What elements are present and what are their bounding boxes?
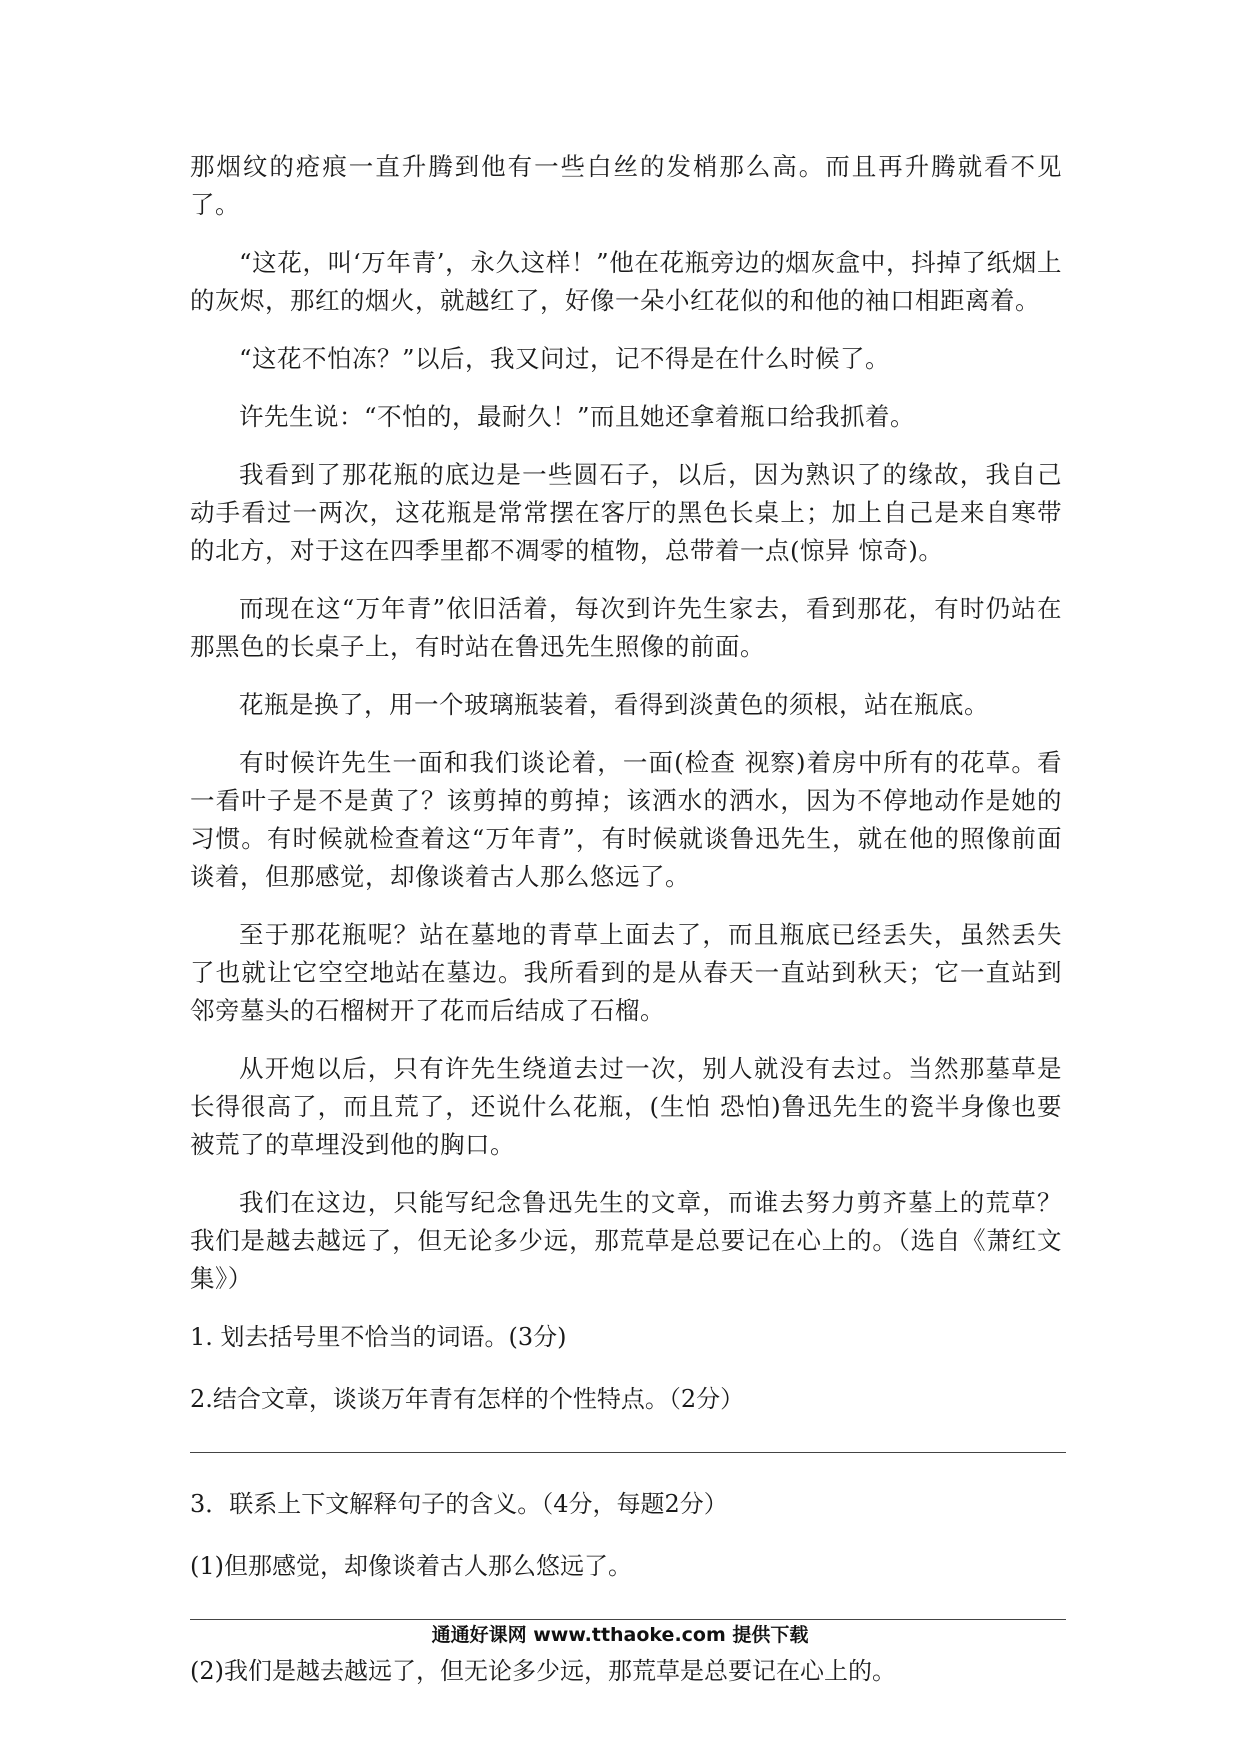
document-body xyxy=(190,148,1062,1714)
paragraph: 而现在这“万年青”依旧活着，每次到许先生家去，看到那花，有时仍站在那黑色的长桌子上，有时站在鲁迅先生照像的前面。 xyxy=(190,594,1062,661)
question-1: 1. 划去括号里不恰当的词语。(3分) xyxy=(190,1323,567,1351)
question-3-1: (1)但那感觉，却像谈着古人那么悠远了。 xyxy=(190,1552,632,1580)
paragraph: 我们在这边，只能写纪念鲁迅先生的文章，而谁去努力剪齐墓上的荒草？我们是越去越远了，但无论多少远，那荒草是总要记在心上的。（选自《萧红文集》） xyxy=(190,1188,1062,1293)
paragraph: “这花不怕冻？”以后，我又问过，记不得是在什么时候了。 xyxy=(239,344,891,373)
paragraph: 许先生说：“不怕的，最耐久！”而且她还拿着瓶口给我抓着。 xyxy=(239,402,916,431)
paragraph: 有时候许先生一面和我们谈论着，一面(检查 视察)着房中所有的花草。看一看叶子是不是黄了？该剪掉的剪掉；该洒水的洒水，因为不停地动作是她的习惯。有时候就检查着这“万年青”，有时候就谈鲁迅先生，就在他的照像前面谈着，但那感觉，却像谈着古人那么悠远了。 xyxy=(190,748,1062,891)
paragraph: 我看到了那花瓶的底边是一些圆石子，以后，因为熟识了的缘故，我自己动手看过一两次，这花瓶是常常摆在客厅的黑色长桌上；加上自己是来自寒带的北方，对于这在四季里都不凋零的植物，总带着一点(惊异 惊奇)。 xyxy=(190,460,1062,565)
footer-watermark: 通通好课网 www.tthaoke.com 提供下载 xyxy=(431,1624,809,1646)
paragraph: 从开炮以后，只有许先生绕道去过一次，别人就没有去过。当然那墓草是长得很高了，而且荒了，还说什么花瓶，(生怕 恐怕)鲁迅先生的瓷半身像也要被荒了的草埋没到他的胸口。 xyxy=(190,1054,1062,1159)
paragraph: 那烟纹的疮痕一直升腾到他有一些白丝的发梢那么高。而且再升腾就看不见了。 xyxy=(190,152,1062,219)
paragraph: “这花，叫‘万年青’，永久这样！”他在花瓶旁边的烟灰盒中，抖掉了纸烟上的灰烬，那红的烟火，就越红了，好像一朵小红花似的和他的袖口相距离着。 xyxy=(190,248,1062,315)
answer-line-q2[interactable] xyxy=(190,1452,1066,1453)
question-3-2: (2)我们是越去越远了，但无论多少远，那荒草是总要记在心上的。 xyxy=(190,1657,896,1685)
question-2: 2.结合文章，谈谈万年青有怎样的个性特点。（2分） xyxy=(190,1385,745,1413)
question-3: 3．联系上下文解释句子的含义。（4分，每题2分） xyxy=(190,1490,728,1518)
paragraph: 花瓶是换了，用一个玻璃瓶装着，看得到淡黄色的须根，站在瓶底。 xyxy=(239,690,989,719)
paragraph: 至于那花瓶呢？站在墓地的青草上面去了，而且瓶底已经丢失，虽然丢失了也就让它空空地站在墓边。我所看到的是从春天一直站到秋天；它一直站到邻旁墓头的石榴树开了花而后结成了石榴。 xyxy=(190,920,1062,1025)
